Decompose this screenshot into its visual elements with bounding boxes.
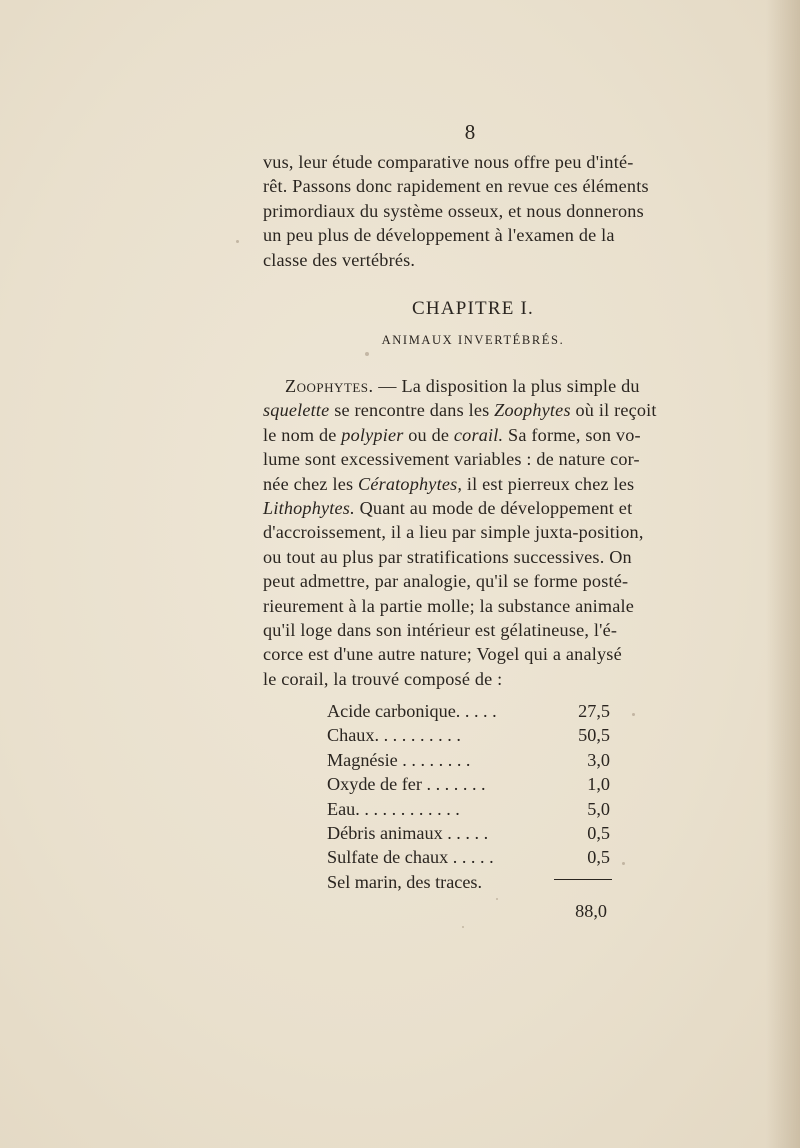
composition-label: Débris animaux . . . . . [327,822,489,843]
body-text: née chez les [263,473,358,494]
composition-row [327,845,617,869]
composition-value: 50,5 [578,725,610,746]
composition-label: Eau. . . . . . . . . . . . [327,798,460,819]
body-line [263,423,683,447]
body-text: — La disposition la plus simple du [373,376,640,396]
composition-label: Oxyde de fer . . . . . . . [327,774,486,795]
body-line: rieurement à la partie molle; la substance animale [263,595,635,616]
paper-speck [632,713,635,716]
composition-table [327,699,617,894]
composition-row [327,821,617,845]
composition-label: Sel marin, des traces. [327,871,483,892]
zoophytes-paragraph [263,374,683,691]
composition-label: Chaux. . . . . . . . . . [327,725,461,746]
page-edge-shadow [766,0,800,1148]
section-title: ANIMAUX INVERTÉBRÉS. [381,333,565,347]
body-text: le nom de [263,424,342,445]
paper-speck [236,240,239,243]
italic-term: corail. [453,424,504,445]
intro-line: primordiaux du système osseux, et nous donnerons [263,200,644,221]
body-line: d'accroissement, il a lieu par simple juxta-position, [263,522,644,543]
body-text: il est pierreux chez les [462,473,635,494]
chapter-title: CHAPITRE I. [412,298,534,319]
composition-value: 5,0 [587,798,610,819]
italic-term: squelette [263,400,330,421]
intro-line: vus, leur étude comparative nous offre peu d'inté- [263,152,634,172]
intro-paragraph [263,150,683,272]
body-line: ou tout au plus par stratifications successives. On [263,546,632,567]
paper-speck [462,926,464,928]
composition-row [327,772,617,796]
body-line: qu'il loge dans son intérieur est gélatineuse, l'é- [263,620,618,641]
sum-rule [554,879,612,880]
body-line: peut admettre, par analogie, qu'il se forme posté- [263,571,629,592]
body-line: corce est d'une autre nature; Vogel qui a analysé [263,644,622,665]
body-line [263,472,683,496]
body-text: Quant au mode de développement et [354,498,633,519]
composition-row [327,723,617,747]
paper-speck [496,898,498,900]
body-text: ou de [403,424,454,445]
paper-speck [365,352,369,356]
body-text: Sa forme, son vo- [503,424,641,445]
composition-label: Magnésie . . . . . . . . [327,749,471,770]
italic-term: Cératophytes, [358,473,463,494]
italic-term: Zoophytes [494,400,571,421]
paper-speck [622,862,625,865]
body-text: où il reçoit [570,400,657,421]
body-line [263,496,683,520]
composition-row [327,699,617,723]
composition-label: Acide carbonique. . . . . [327,701,497,721]
body-line [263,374,683,398]
composition-value: 0,5 [587,822,610,843]
total-value: 88,0 [575,901,607,921]
composition-value: 27,5 [578,701,610,721]
intro-line: un peu plus de développement à l'examen de la [263,225,615,246]
body-line: le corail, la trouvé composé de : [263,668,503,689]
page-number: 8 [464,120,476,144]
intro-line: classe des vertébrés. [263,249,416,270]
italic-term: Lithophytes. [263,498,355,519]
body-line: lume sont excessivement variables : de nature cor- [263,449,640,470]
body-line [263,398,683,422]
composition-row [327,870,617,894]
body-text: se rencontre dans les [329,400,495,421]
intro-line: rêt. Passons donc rapidement en revue ces éléments [263,176,649,197]
composition-label: Sulfate de chaux . . . . . [327,847,494,868]
composition-value: 0,5 [587,847,610,868]
section-lead: Zoophytes. [285,376,374,396]
composition-row [327,748,617,772]
composition-value: 1,0 [587,774,610,795]
composition-row [327,797,617,821]
composition-value: 3,0 [587,749,610,770]
italic-term: polypier [341,424,404,445]
